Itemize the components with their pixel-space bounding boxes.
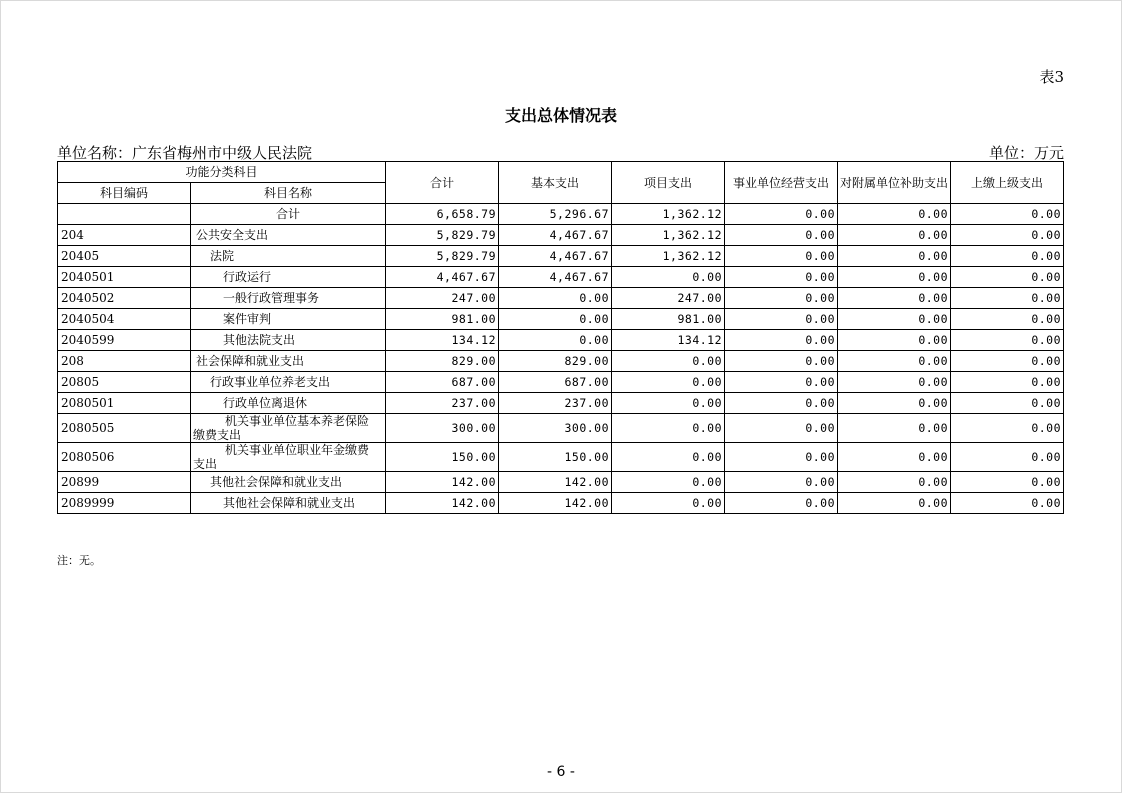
table-note: 注：无。 — [57, 554, 101, 567]
row-basic: 300.00 — [499, 414, 612, 443]
row-subsidy: 0.00 — [838, 309, 951, 330]
row-upper: 0.00 — [951, 372, 1064, 393]
row-business: 0.00 — [725, 372, 838, 393]
row-basic: 829.00 — [499, 351, 612, 372]
expenditure-table — [57, 161, 1064, 514]
row-project: 0.00 — [612, 493, 725, 514]
header-name: 科目名称 — [191, 183, 386, 204]
row-subsidy: 0.00 — [838, 204, 951, 225]
table-row — [58, 225, 1064, 246]
row-basic: 0.00 — [499, 330, 612, 351]
row-business: 0.00 — [725, 351, 838, 372]
row-upper: 0.00 — [951, 246, 1064, 267]
row-name: 合计 — [191, 204, 386, 225]
row-code: 2080506 — [58, 443, 191, 472]
table-row — [58, 443, 1064, 472]
row-code: 2080501 — [58, 393, 191, 414]
row-business: 0.00 — [725, 246, 838, 267]
row-code — [58, 204, 191, 225]
header-basic: 基本支出 — [499, 162, 612, 204]
row-total: 300.00 — [386, 414, 499, 443]
row-total: 829.00 — [386, 351, 499, 372]
table-number: 表3 — [1039, 68, 1064, 86]
row-subsidy: 0.00 — [838, 393, 951, 414]
row-business: 0.00 — [725, 267, 838, 288]
table-row — [58, 372, 1064, 393]
table-row — [58, 393, 1064, 414]
header-business: 事业单位经营支出 — [725, 162, 838, 204]
header-total: 合计 — [386, 162, 499, 204]
unit-label: 单位：万元 — [988, 144, 1064, 162]
table-row — [58, 246, 1064, 267]
row-project: 0.00 — [612, 351, 725, 372]
header-code: 科目编码 — [58, 183, 191, 204]
row-project: 1,362.12 — [612, 204, 725, 225]
row-business: 0.00 — [725, 330, 838, 351]
row-total: 5,829.79 — [386, 225, 499, 246]
row-total: 247.00 — [386, 288, 499, 309]
row-project: 134.12 — [612, 330, 725, 351]
row-name — [191, 443, 386, 472]
row-code: 2089999 — [58, 493, 191, 514]
row-total: 134.12 — [386, 330, 499, 351]
row-basic: 150.00 — [499, 443, 612, 472]
table-row — [58, 493, 1064, 514]
row-business: 0.00 — [725, 204, 838, 225]
row-name: 公共安全支出 — [191, 225, 386, 246]
row-business: 0.00 — [725, 309, 838, 330]
row-code: 20899 — [58, 472, 191, 493]
row-code: 208 — [58, 351, 191, 372]
table-row — [58, 472, 1064, 493]
row-name: 行政事业单位养老支出 — [191, 372, 386, 393]
row-subsidy: 0.00 — [838, 330, 951, 351]
row-code: 20805 — [58, 372, 191, 393]
row-project: 0.00 — [612, 393, 725, 414]
row-subsidy: 0.00 — [838, 443, 951, 472]
row-upper: 0.00 — [951, 267, 1064, 288]
row-name: 案件审判 — [191, 309, 386, 330]
row-project: 0.00 — [612, 267, 725, 288]
row-subsidy: 0.00 — [838, 225, 951, 246]
row-total: 4,467.67 — [386, 267, 499, 288]
header-project: 项目支出 — [612, 162, 725, 204]
header-subsidy: 对附属单位补助支出 — [838, 162, 951, 204]
row-project: 247.00 — [612, 288, 725, 309]
row-total: 6,658.79 — [386, 204, 499, 225]
row-business: 0.00 — [725, 414, 838, 443]
row-basic: 4,467.67 — [499, 267, 612, 288]
row-name: 其他社会保障和就业支出 — [191, 472, 386, 493]
row-code: 2040502 — [58, 288, 191, 309]
row-name: 社会保障和就业支出 — [191, 351, 386, 372]
row-basic: 4,467.67 — [499, 246, 612, 267]
row-total: 237.00 — [386, 393, 499, 414]
row-upper: 0.00 — [951, 414, 1064, 443]
row-upper: 0.00 — [951, 351, 1064, 372]
row-project: 1,362.12 — [612, 225, 725, 246]
row-basic: 142.00 — [499, 493, 612, 514]
row-project: 981.00 — [612, 309, 725, 330]
row-code: 2040504 — [58, 309, 191, 330]
table-row — [58, 330, 1064, 351]
row-code: 2080505 — [58, 414, 191, 443]
row-basic: 5,296.67 — [499, 204, 612, 225]
row-name — [191, 414, 386, 443]
row-subsidy: 0.00 — [838, 351, 951, 372]
row-upper: 0.00 — [951, 393, 1064, 414]
row-business: 0.00 — [725, 225, 838, 246]
row-total: 150.00 — [386, 443, 499, 472]
row-project: 0.00 — [612, 414, 725, 443]
row-basic: 0.00 — [499, 288, 612, 309]
row-name-line2: 缴费支出 — [193, 428, 242, 442]
row-name: 其他法院支出 — [191, 330, 386, 351]
row-upper: 0.00 — [951, 443, 1064, 472]
header-function-group: 功能分类科目 — [58, 162, 386, 183]
header-upper: 上缴上级支出 — [951, 162, 1064, 204]
unit-name: 单位名称：广东省梅州市中级人民法院 — [57, 144, 313, 162]
table-row — [58, 414, 1064, 443]
row-upper: 0.00 — [951, 225, 1064, 246]
row-name: 法院 — [191, 246, 386, 267]
row-project: 0.00 — [612, 443, 725, 472]
page-number: - 6 - — [547, 764, 575, 780]
row-name: 行政运行 — [191, 267, 386, 288]
row-project: 1,362.12 — [612, 246, 725, 267]
row-code: 2040599 — [58, 330, 191, 351]
row-name: 一般行政管理事务 — [191, 288, 386, 309]
row-basic: 142.00 — [499, 472, 612, 493]
row-code: 20405 — [58, 246, 191, 267]
row-subsidy: 0.00 — [838, 493, 951, 514]
row-name-line2: 支出 — [193, 457, 218, 471]
table-row — [58, 309, 1064, 330]
row-subsidy: 0.00 — [838, 267, 951, 288]
row-total: 142.00 — [386, 493, 499, 514]
row-basic: 4,467.67 — [499, 225, 612, 246]
table-row — [58, 204, 1064, 225]
row-basic: 687.00 — [499, 372, 612, 393]
row-upper: 0.00 — [951, 288, 1064, 309]
table-row — [58, 351, 1064, 372]
row-upper: 0.00 — [951, 493, 1064, 514]
row-name: 行政单位离退休 — [191, 393, 386, 414]
row-business: 0.00 — [725, 493, 838, 514]
row-total: 5,829.79 — [386, 246, 499, 267]
table-row — [58, 288, 1064, 309]
header-row-1 — [58, 162, 1064, 183]
row-code: 2040501 — [58, 267, 191, 288]
row-project: 0.00 — [612, 472, 725, 493]
row-upper: 0.00 — [951, 309, 1064, 330]
row-subsidy: 0.00 — [838, 372, 951, 393]
row-upper: 0.00 — [951, 330, 1064, 351]
row-code: 204 — [58, 225, 191, 246]
row-subsidy: 0.00 — [838, 246, 951, 267]
row-name-line1: 机关事业单位职业年金缴费 — [225, 443, 370, 457]
row-name-line1: 机关事业单位基本养老保险 — [225, 414, 370, 428]
row-subsidy: 0.00 — [838, 414, 951, 443]
row-subsidy: 0.00 — [838, 472, 951, 493]
row-business: 0.00 — [725, 393, 838, 414]
row-business: 0.00 — [725, 288, 838, 309]
row-total: 687.00 — [386, 372, 499, 393]
row-basic: 237.00 — [499, 393, 612, 414]
row-business: 0.00 — [725, 443, 838, 472]
row-business: 0.00 — [725, 472, 838, 493]
row-total: 142.00 — [386, 472, 499, 493]
row-basic: 0.00 — [499, 309, 612, 330]
row-total: 981.00 — [386, 309, 499, 330]
table-row — [58, 267, 1064, 288]
row-subsidy: 0.00 — [838, 288, 951, 309]
page-title: 支出总体情况表 — [504, 106, 617, 125]
row-upper: 0.00 — [951, 472, 1064, 493]
row-project: 0.00 — [612, 372, 725, 393]
row-upper: 0.00 — [951, 204, 1064, 225]
row-name: 其他社会保障和就业支出 — [191, 493, 386, 514]
